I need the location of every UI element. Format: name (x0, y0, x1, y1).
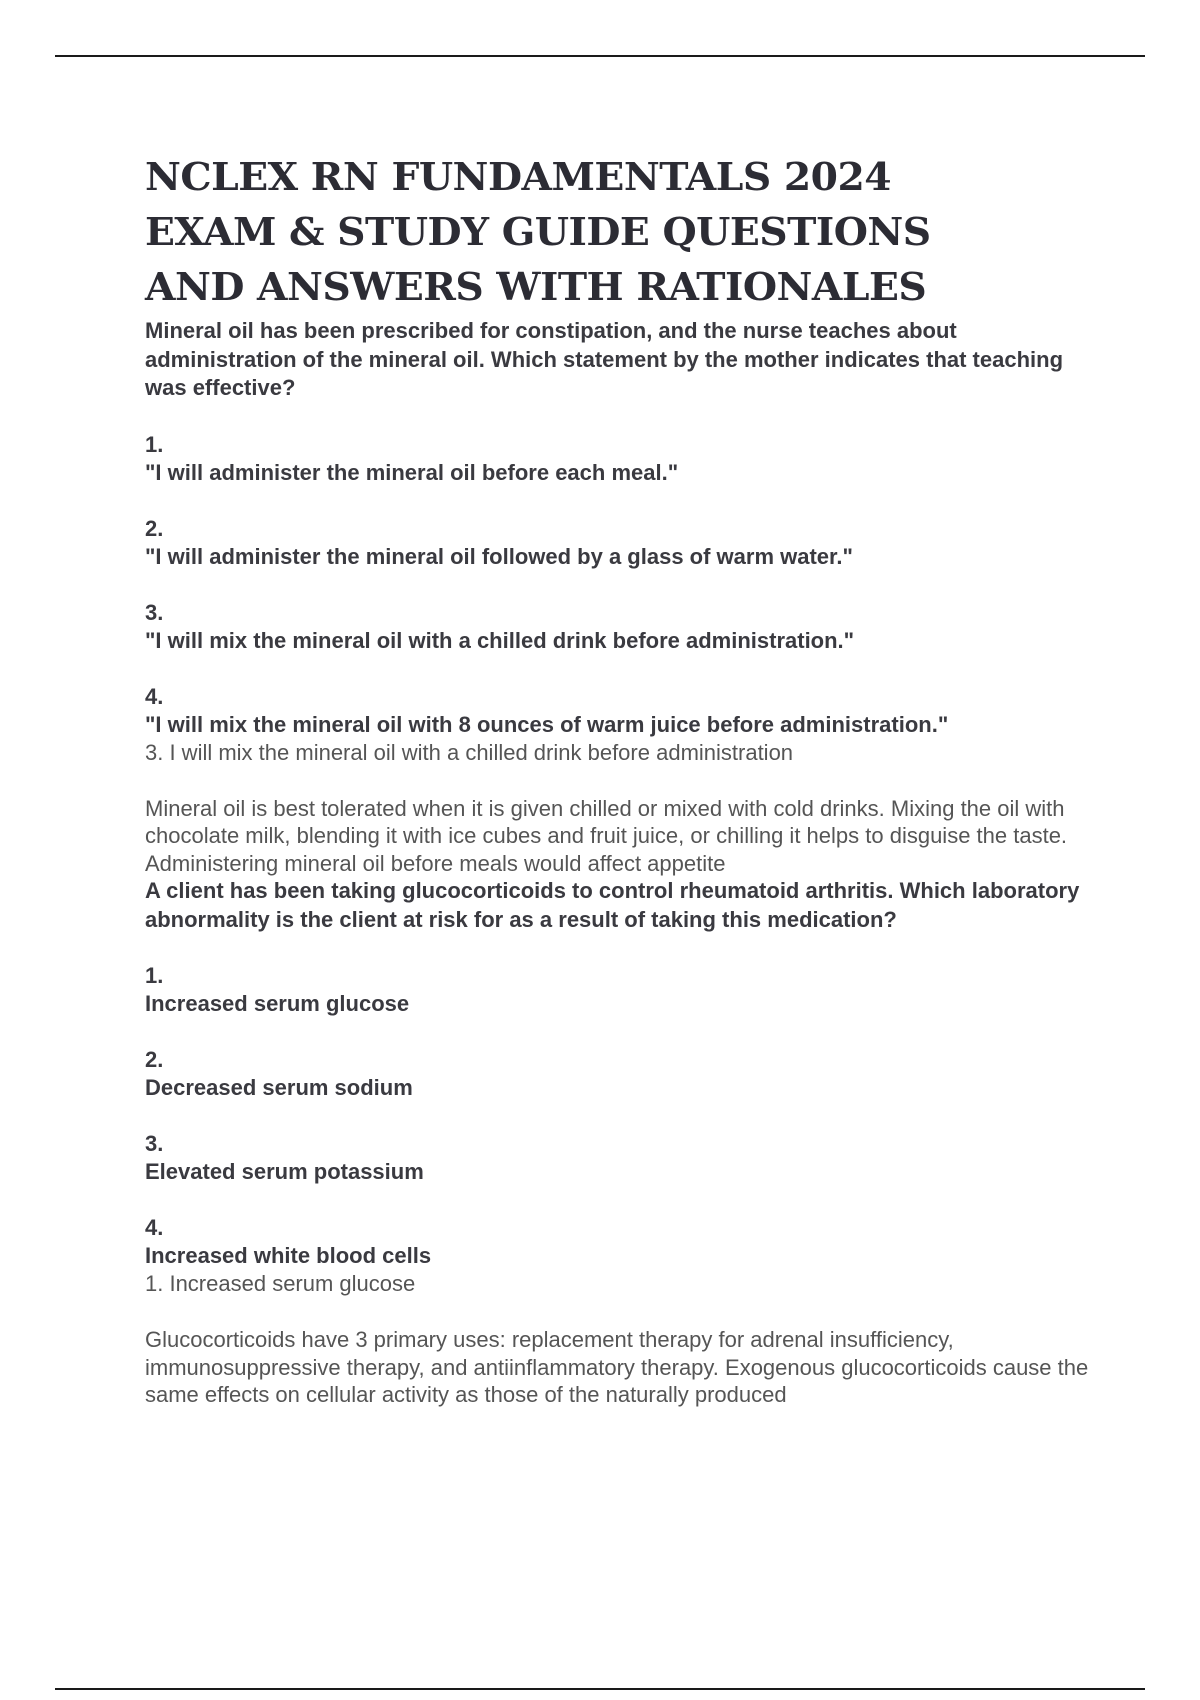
rationale-text: Glucocorticoids have 3 primary uses: replacement therapy for adrenal insufficiency, immunosuppressive therapy, and antiinflammatory therapy. Exogenous glucocorticoids cause the same effects on cellular activity as those of the naturally produced (145, 1327, 1089, 1407)
option-4 (145, 683, 1090, 739)
option-text: "I will administer the mineral oil before each meal." (145, 459, 679, 485)
option-number: 3. (145, 599, 164, 625)
question-block-1 (145, 317, 1090, 877)
question-block-2 (145, 877, 1090, 1409)
option-1 (145, 431, 1090, 487)
option-number: 3. (145, 1131, 164, 1156)
page-content (145, 150, 1090, 1409)
option-2 (145, 515, 1090, 571)
answer-text: 1. Increased serum glucose (145, 1271, 416, 1296)
option-number: 4. (145, 1215, 164, 1240)
question-text: Mineral oil has been prescribed for constipation, and the nurse teaches about administration of the mineral oil. Which statement by the mother indicates that teaching was effective? (145, 318, 1064, 400)
option-text: Increased serum glucose (145, 991, 410, 1016)
bottom-rule (55, 1688, 1145, 1690)
option-3 (145, 1130, 1090, 1186)
title-line: EXAM & STUDY GUIDE QUESTIONS (145, 210, 931, 255)
option-text: Increased white blood cells (145, 1243, 432, 1268)
title-line: NCLEX RN FUNDAMENTALS 2024 (145, 155, 892, 200)
option-4 (145, 1214, 1090, 1270)
option-2 (145, 1046, 1090, 1102)
option-1 (145, 962, 1090, 1018)
option-text: "I will mix the mineral oil with 8 ounces of warm juice before administration." (145, 711, 949, 737)
option-3 (145, 599, 1090, 655)
rationale-text: Mineral oil is best tolerated when it is given chilled or mixed with cold drinks. Mixing the oil with chocolate milk, blending it with ice cubes and fruit juice, or chilling it helps to disguise the taste. Administering mineral oil before meals would affect appetite (145, 795, 1068, 876)
option-number: 1. (145, 963, 164, 988)
question-text: A client has been taking glucocorticoids to control rheumatoid arthritis. Which laboratory abnormality is the client at risk for as a result of taking this medication? (145, 878, 1080, 932)
option-text: Elevated serum potassium (145, 1159, 424, 1184)
top-rule (55, 55, 1145, 57)
option-number: 4. (145, 683, 164, 709)
option-number: 1. (145, 431, 164, 457)
answer-text: 3. I will mix the mineral oil with a chilled drink before administration (145, 739, 794, 765)
option-number: 2. (145, 1047, 164, 1072)
option-text: "I will mix the mineral oil with a chilled drink before administration." (145, 627, 855, 653)
option-number: 2. (145, 515, 164, 541)
option-text: Decreased serum sodium (145, 1075, 413, 1100)
option-text: "I will administer the mineral oil followed by a glass of warm water." (145, 543, 853, 569)
document-title (145, 150, 1109, 315)
title-line: AND ANSWERS WITH RATIONALES (145, 265, 927, 310)
